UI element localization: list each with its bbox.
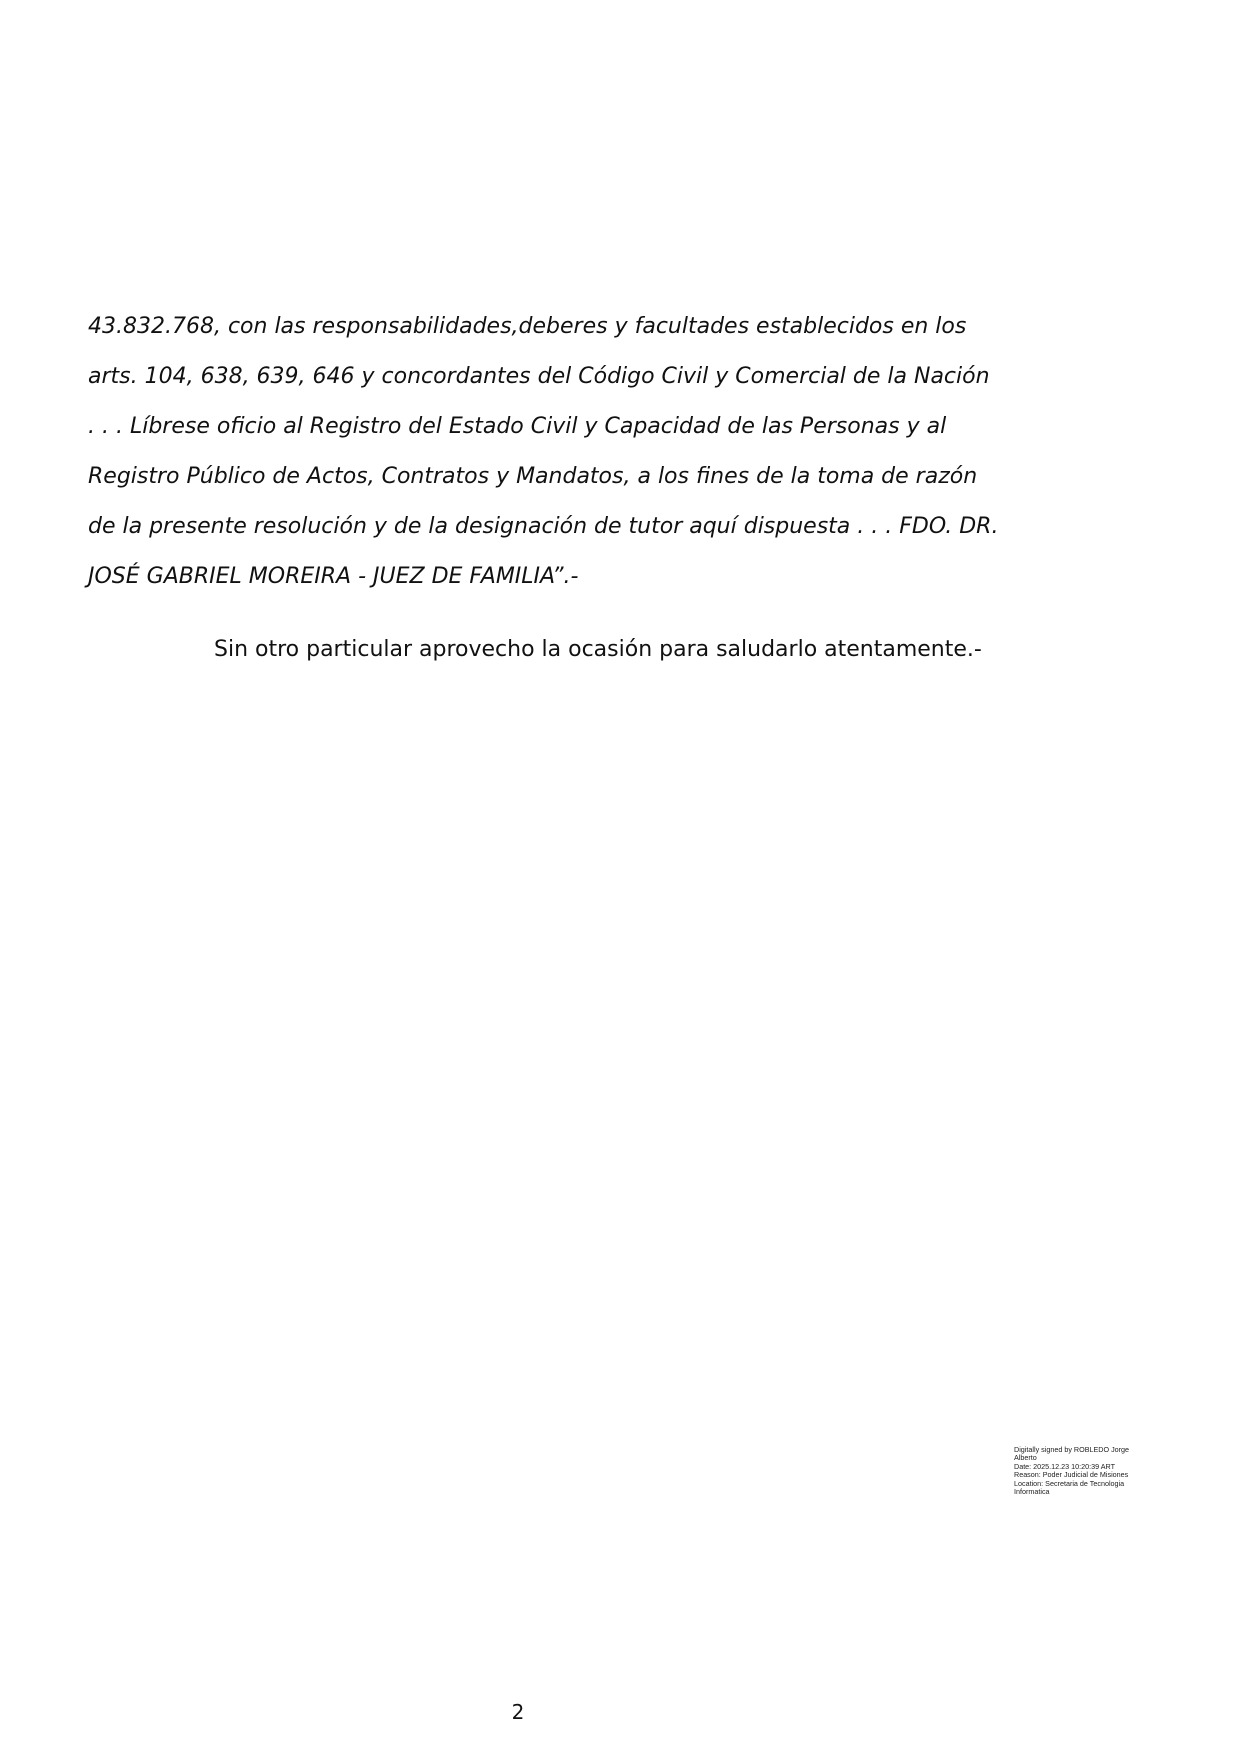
paragraph-line: JOSÉ GABRIEL MOREIRA - JUEZ DE FAMILIA”.- bbox=[88, 564, 579, 589]
paragraph-line: . . . Líbrese oficio al Registro del Estado Civil y Capacidad de las Personas y al bbox=[88, 414, 947, 439]
body-paragraph bbox=[88, 302, 999, 602]
signature-line: Location: Secretaria de Tecnologia bbox=[1014, 1478, 1125, 1488]
signature-line: Date: 2025.12.23 10:20:39 ART bbox=[1014, 1461, 1115, 1471]
digital-signature-block bbox=[1014, 1446, 1174, 1496]
paragraph-line: 43.832.768, con las responsabilidades,deberes y facultades establecidos en los bbox=[88, 314, 967, 339]
signature-line: Alberto bbox=[1014, 1453, 1037, 1463]
signature-line: Informatica bbox=[1014, 1487, 1050, 1497]
signature-line: Digitally signed by ROBLEDO Jorge bbox=[1014, 1445, 1130, 1454]
paragraph-line: Registro Público de Actos, Contratos y Mandatos, a los fines de la toma de razón bbox=[88, 464, 978, 489]
closing-sentence: Sin otro particular aprovecho la ocasión para saludarlo atentamente.- bbox=[214, 637, 982, 662]
page-number: 2 bbox=[511, 1700, 525, 1724]
paragraph-line: arts. 104, 638, 639, 646 y concordantes del Código Civil y Comercial de la Nación bbox=[88, 364, 990, 389]
paragraph-line: de la presente resolución y de la designación de tutor aquí dispuesta . . . FDO. DR. bbox=[88, 514, 999, 539]
signature-line: Reason: Poder Judicial de Misiones bbox=[1014, 1470, 1129, 1480]
